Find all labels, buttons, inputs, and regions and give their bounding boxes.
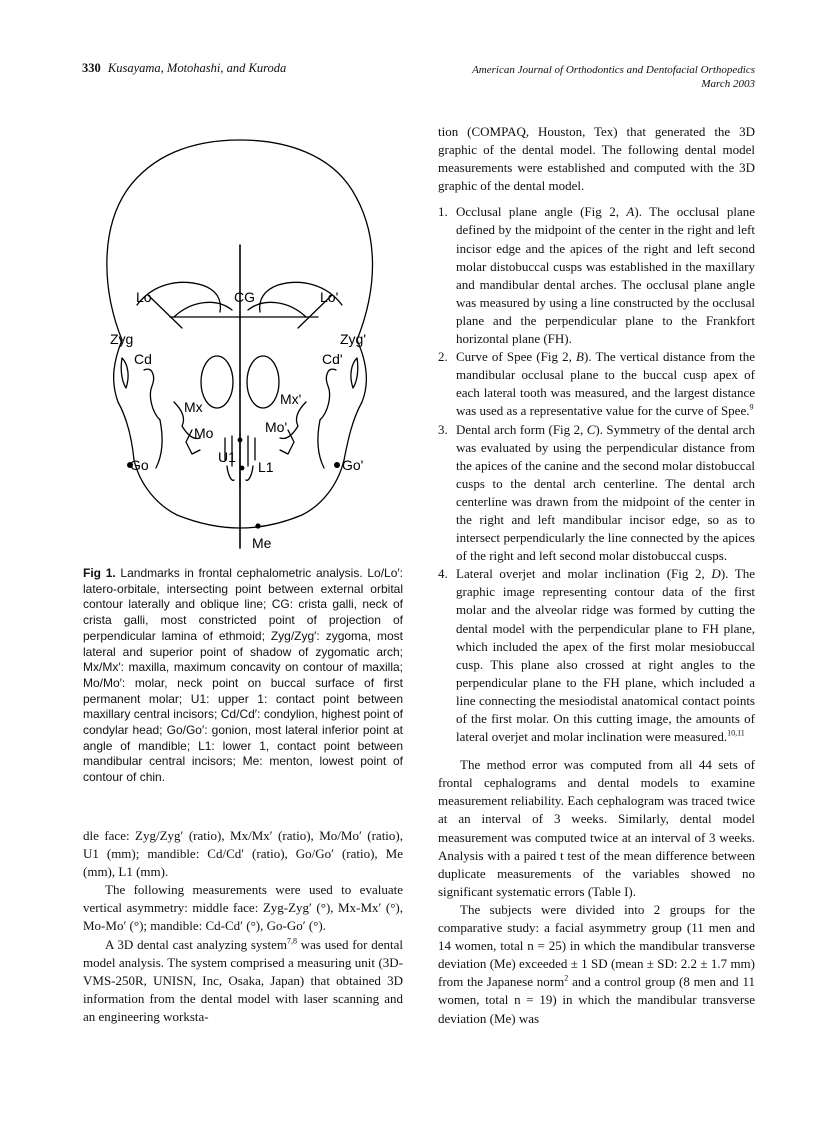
left-paragraph-3 <box>83 936 403 1026</box>
running-header-right <box>425 63 755 91</box>
label-mx: Mx <box>184 399 203 415</box>
page-number: 330 <box>82 61 101 75</box>
caption-label: Fig 1. <box>83 566 116 580</box>
label-cd: Cd <box>134 351 152 367</box>
label-go-prime: Go' <box>342 457 364 473</box>
fig-panel-ref: D <box>711 566 721 582</box>
go-prime-point <box>334 462 340 468</box>
left-orbit-oblique <box>148 295 182 328</box>
left-face-outline <box>114 340 240 528</box>
label-mx-prime: Mx' <box>280 391 302 407</box>
list-number: 2. <box>438 349 448 365</box>
label-zyg-prime: Zyg' <box>340 331 367 347</box>
citation: 10,11 <box>727 728 745 738</box>
me-point <box>255 523 260 528</box>
right-zygoma <box>351 358 358 388</box>
left-zygoma <box>121 358 128 388</box>
list-text-a: Curve of Spee (Fig 2, <box>456 349 577 365</box>
figure-1 <box>82 120 404 560</box>
label-lo-prime: Lo' <box>320 289 339 305</box>
left-paragraph-1: dle face: Zyg/Zyg′ (ratio), Mx/Mx′ (ratio), Mo/Mo′ (ratio), U1 (mm); mandible: Cd/Cd′ (ratio), Go/Go′ (ratio), Me (mm), L1 (mm). <box>83 828 403 880</box>
label-me: Me <box>252 535 272 551</box>
label-l1: L1 <box>258 459 274 475</box>
skull-diagram <box>82 120 404 560</box>
u1-point <box>238 438 243 443</box>
fig-panel-ref: B <box>576 349 584 365</box>
label-mo: Mo <box>194 425 214 441</box>
right-condyle <box>320 369 336 420</box>
list-item <box>438 203 755 348</box>
fig-panel-ref: A <box>626 204 635 220</box>
list-item <box>438 348 755 420</box>
citation: 9 <box>749 403 754 413</box>
left-condyle <box>144 369 160 420</box>
right-paragraph-1: tion (COMPAQ, Houston, Tex) that generated the 3D graphic of the dental model. The following dental model measurements were established and computed with the 3D graphic of the dental model. <box>438 124 755 194</box>
citation-7-8: 7,8 <box>286 936 297 946</box>
label-cd-prime: Cd' <box>322 351 343 367</box>
list-text-b: ). The vertical distance from the mandibular occlusal plane to the buccal cusp apex of each lateral tooth was measured, and the largest distance was used as a representative value for the curve of Spee. <box>456 349 755 419</box>
left-paragraph-3-text-b: was used for dental model analysis. The system comprised a measuring unit (3D-VMS-250R, UNISN, Inc, Osaka, Japan) that obtained 3D information from the dental model with laser scanning and an engineering worksta- <box>83 936 403 1024</box>
label-zyg: Zyg <box>110 331 134 347</box>
list-text-a: Occlusal plane angle (Fig 2, <box>456 204 627 220</box>
list-text-b: ). The occlusal plane defined by the midpoint of the center in the right and left incisor edge and the apices of the right and left second molar distobuccal cusps was established in the maxillary and mandibular dental arches. The occlusal plane angle was measured by using a line constructed by the occlusal plane and the perpendicular plane to the Frankfort horizontal plane (FH). <box>456 204 755 347</box>
right-paragraph-3-text-b: and a control group (8 men and 11 women, total n = 19) in which the mandibular transverse deviation (Me) was <box>438 974 755 1026</box>
issue-date: March 2003 <box>701 78 755 90</box>
right-paragraph-3-text-a: The subjects were divided into 2 groups for the comparative study: a facial asymmetry group (11 men and 14 women, total n = 25) in which the mandibular transverse deviation (Me) exceeded ± 1 SD (mean ± SD: 2.2 ± 1.7 mm) from the Japanese norm <box>438 901 755 990</box>
running-header-left <box>82 61 286 76</box>
list-text-a: Lateral overjet and molar inclination (Fig 2, <box>456 566 712 582</box>
list-item <box>438 565 755 746</box>
left-paragraph-3-text-a: A 3D dental cast analyzing system <box>105 936 287 952</box>
crista-galli-arc-left <box>174 302 232 317</box>
label-lo: Lo <box>136 289 152 305</box>
measurement-list <box>438 203 755 746</box>
crista-galli-arc-right <box>248 302 306 317</box>
label-cg: CG <box>234 289 255 305</box>
right-nasal-oval <box>247 356 279 408</box>
list-text-b: ). The graphic image representing contour data of the first molar and the alveolar ridge was formed by cutting the dental model with the perpendicular plane to FH plane, which included the apex of the first molar mesiobuccal cusp. This plane also crossed at right angles to the perpendicular plane to the FH plane, which included a line connecting the mesiodistal anatomical contact points of the first molar. On this cutting image, the amounts of lateral overjet and molar inclination were measured. <box>456 566 755 745</box>
left-paragraph-2: The following measurements were used to evaluate vertical asymmetry: middle face: Zyg-Zyg′ (°), Mx-Mx′ (°), Mo-Mo′ (°); mandible: Cd-Cd′ (°), Go-Go′ (°). <box>83 882 403 934</box>
right-paragraph-3 <box>438 901 755 1028</box>
label-mo-prime: Mo' <box>265 419 288 435</box>
label-go: Go <box>130 457 149 473</box>
list-number: 4. <box>438 566 448 582</box>
left-ramus <box>156 420 162 468</box>
l1-point <box>240 466 245 471</box>
figure-1-caption <box>83 566 403 786</box>
right-ramus <box>318 420 324 468</box>
list-number: 3. <box>438 421 448 437</box>
list-item <box>438 421 755 566</box>
left-column <box>83 827 403 1026</box>
label-u1: U1 <box>218 449 236 465</box>
list-text-b: ). Symmetry of the dental arch was evaluated by using the perpendicular distance from the apices of the canine and the second molar distobuccal cusps to the dental arch centerline. The dental arch centerline was drawn from the midpoint of the center in the right and left mandibular incisor edge, so as to intersect perpendicularly the line connected by the apices of the right and left second molar distobuccal cusps. <box>456 421 756 564</box>
right-paragraph-2: The method error was computed from all 44 sets of frontal cephalograms and dental models to examine measurement reliability. Each cephalogram was traced twice at an interval of 3 weeks. Similarly, dental model measurement was computed twice at an interval of 3 weeks. Analysis with a paired t test of the mean difference between duplicate measurements of the variables showed no significant systematic errors (Table I). <box>438 757 755 899</box>
citation-2: 2 <box>564 973 569 983</box>
right-column <box>438 123 755 1028</box>
left-nasal-oval <box>201 356 233 408</box>
journal-title: American Journal of Orthodontics and Dentofacial Orthopedics <box>472 64 755 76</box>
caption-text: Landmarks in frontal cephalometric analysis. Lo/Lo′: latero-orbitale, intersecting point between external orbital contour laterally and oblique line; CG: crista galli, neck of crista galli, most constricted point of projection of perpendicular lamina of ethmoid; Zyg/Zyg′: zygoma, most lateral and superior point of shadow of zygomatic arch; Mx/Mx′: maxilla, maximum concavity on contour of maxilla; Mo/Mo′: molar, neck point on buccal surface of first permanent molar; U1: upper 1: contact point between maxillary central incisors; Cd/Cd′: condylion, highest point of condylar head; Go/Go′: gonion, most lateral inferior point at angle of mandible; L1: lower 1, contact point between mandibular central incisors; Me: menton, lowest point of contour of chin. <box>83 566 403 785</box>
list-text-a: Dental arch form (Fig 2, <box>456 421 587 437</box>
fig-panel-ref: C <box>586 421 596 437</box>
list-number: 1. <box>438 204 448 220</box>
author-line: Kusayama, Motohashi, and Kuroda <box>107 61 287 75</box>
right-face-outline <box>240 340 366 528</box>
